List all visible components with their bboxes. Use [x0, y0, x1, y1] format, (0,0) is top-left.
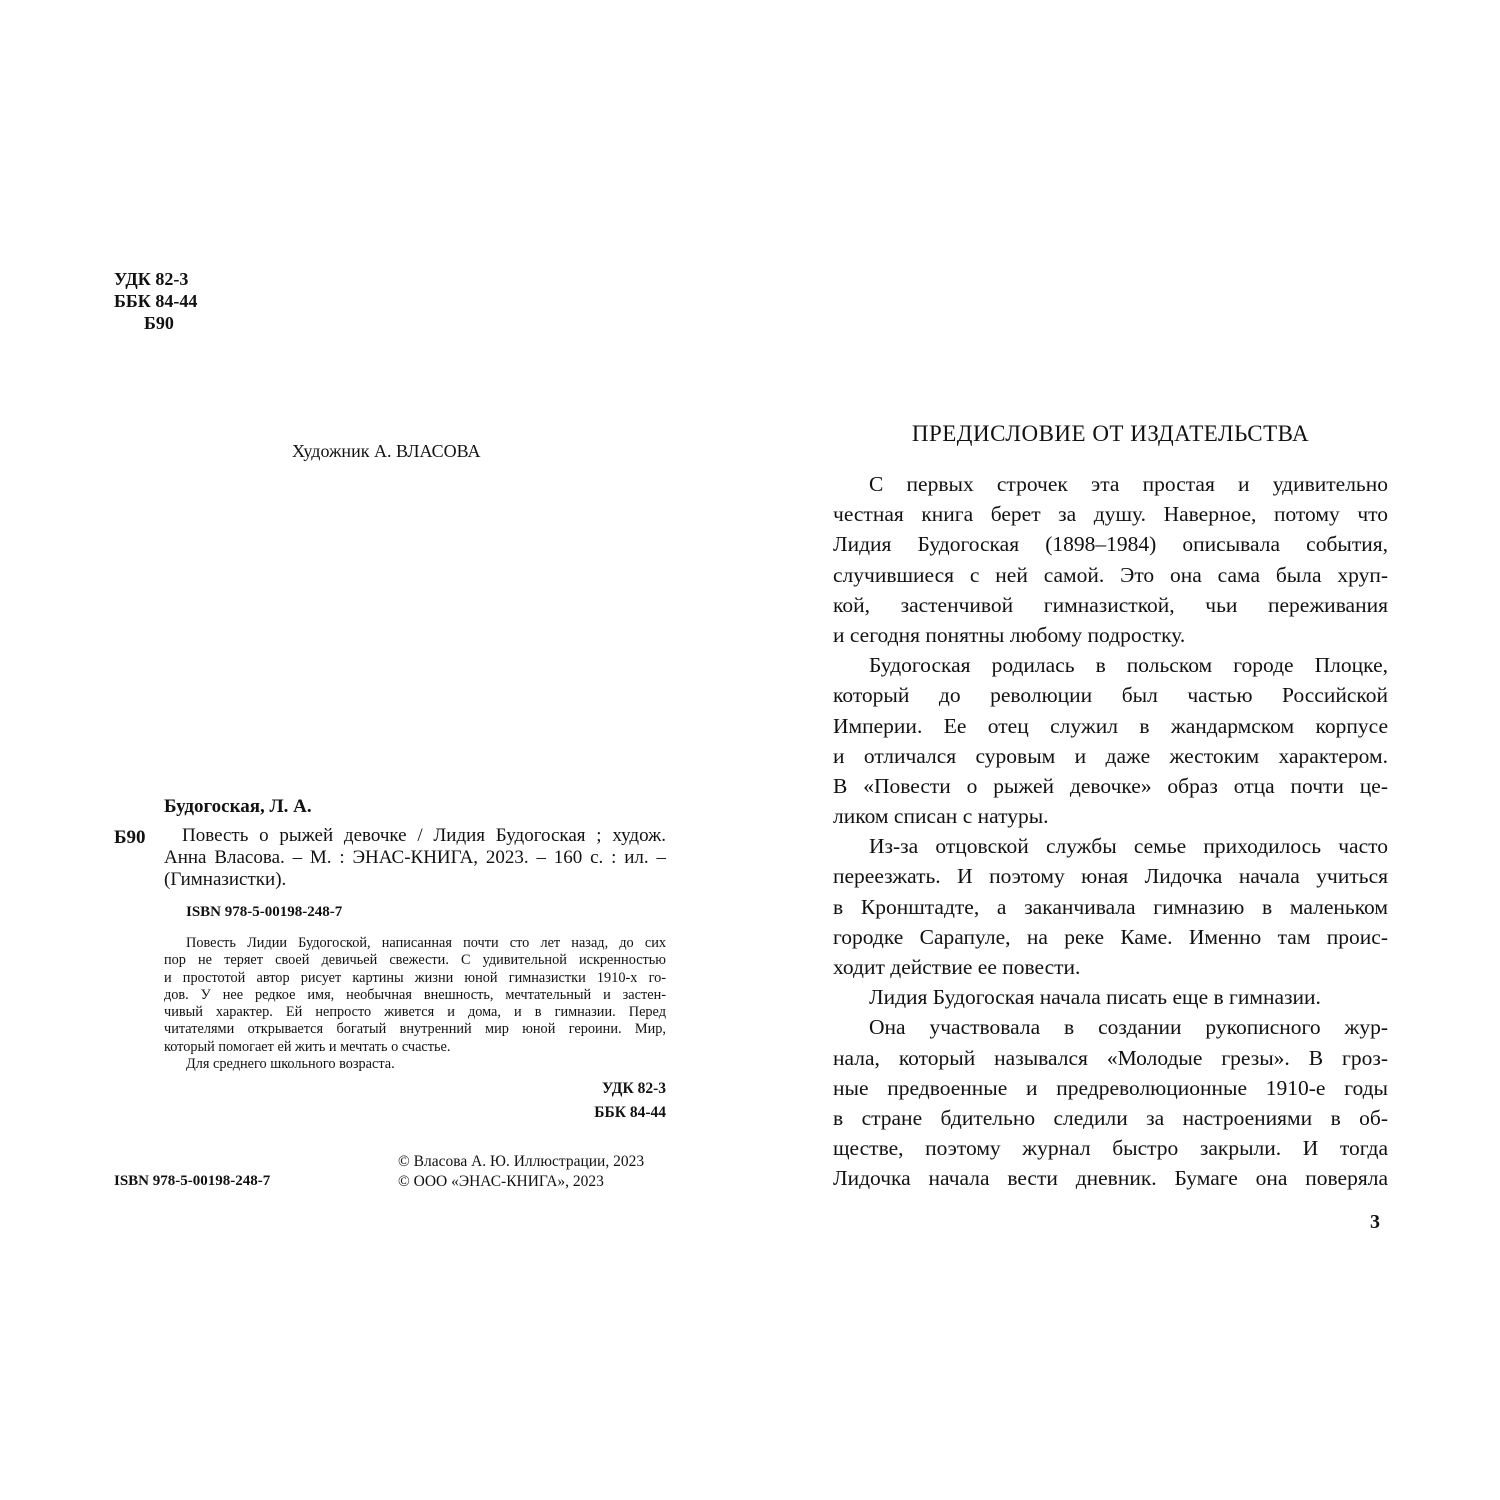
text-line: Лидия Будогоская (1898–1984) описывала события,	[833, 532, 1388, 557]
artist-credit: Художник А. ВЛАСОВА	[292, 441, 481, 461]
text-line: В «Повести о рыжей девочке» образ отца почти це-	[833, 773, 1388, 798]
text-line: ные предвоенные и предреволюционные 1910-е годы	[833, 1075, 1388, 1100]
annotation	[164, 935, 666, 1073]
preface-body	[833, 469, 1388, 1194]
text-line: Она участвовала в создании рукописного жур-	[869, 1015, 1388, 1040]
text-line: переезжать. И поэтому юная Лидочка начала учиться	[833, 864, 1388, 889]
text-line: Из-за отцовской службы семье приходилось часто	[869, 834, 1388, 859]
isbn-bottom: ISBN 978-5-00198-248-7	[114, 1173, 271, 1189]
text-line: и отличался суровым и даже жестоким характером.	[833, 743, 1388, 768]
text-line: и сегодня понятны любому подростку.	[833, 622, 1186, 647]
text-line: Империи. Ее отец служил в жандармском корпусе	[833, 713, 1388, 738]
bbk-code: ББК 84-44	[114, 291, 198, 311]
text-line: ликом списан с натуры.	[833, 804, 1049, 829]
preface-heading: ПРЕДИСЛОВИЕ ОТ ИЗДАТЕЛЬСТВА	[911, 421, 1310, 446]
text-line: Лидия Будогоская начала писать еще в гимназии.	[869, 985, 1321, 1010]
copyright-illustrations: © Власова А. Ю. Иллюстрации, 2023	[398, 1153, 645, 1170]
catalog-author-heading: Будогоская, Л. А.	[164, 796, 312, 817]
text-line: который до революции был частью Российской	[833, 683, 1388, 708]
author-mark: Б90	[144, 313, 174, 333]
catalog-udk: УДК 82-3	[602, 1080, 666, 1097]
annotation-line: Повесть Лидии Будогоской, написанная почти сто лет назад, до сих	[186, 935, 666, 951]
annotation-line: чивый характер. Ей непросто живется и дома, и в гимназии. Перед	[164, 1004, 666, 1021]
annotation-line: который помогает ей жить и мечтать о счастье.	[164, 1038, 451, 1055]
text-line: случившиеся с ней самой. Это она сама была хруп-	[833, 562, 1388, 587]
library-codes	[114, 268, 197, 334]
annotation-line: пор не теряет своей девичьей свежести. С удивительной искренностью	[164, 952, 666, 969]
text-line: в Кронштадте, а заканчивала гимназию в маленьком	[833, 894, 1388, 919]
page-number: 3	[1370, 1211, 1380, 1233]
text-line: Лидочка начала вести дневник. Бумаге она поверяла	[833, 1166, 1388, 1191]
text-line: С первых строчек эта простая и удивительно	[869, 472, 1388, 496]
bib-line: Анна Власова. – М. : ЭНАС-КНИГА, 2023. – 160 с. : ил. –	[164, 847, 666, 868]
udk-code: УДК 82-3	[114, 269, 189, 289]
text-line: ходит действие ее повести.	[833, 955, 1081, 979]
annotation-line: читателями открывается богатый внутренний мир юной героини. Мир,	[164, 1021, 666, 1038]
text-line: Будогоская родилась в польском городе Плоцке,	[869, 653, 1388, 678]
catalog-bbk: ББК 84-44	[594, 1104, 666, 1121]
bib-line: (Гимназистки).	[164, 869, 287, 890]
catalog-isbn: ISBN 978-5-00198-248-7	[186, 904, 343, 920]
text-line: городке Сарапуле, на реке Каме. Именно там проис-	[833, 924, 1388, 949]
text-line: нала, который назывался «Молодые грезы». В гроз-	[833, 1045, 1388, 1070]
text-line: ществе, поэтому журнал быстро закрыли. И тогда	[833, 1136, 1388, 1161]
text-line: честная книга берет за душу. Наверное, потому что	[833, 502, 1388, 527]
bibliographic-description	[164, 825, 666, 891]
catalog-codes	[560, 1077, 666, 1125]
age-note: Для среднего школьного возраста.	[186, 1056, 395, 1073]
bib-line: Повесть о рыжей девочке / Лидия Будогоская ; худож.	[182, 825, 666, 846]
copyright-publisher: © ООО «ЭНАС-КНИГА», 2023	[398, 1173, 604, 1190]
catalog-author-mark: Б90	[114, 827, 146, 848]
annotation-line: и простотой автор рисует картины жизни юной гимназистки 1910-х го-	[164, 969, 666, 986]
text-line: кой, застенчивой гимназисткой, чьи переживания	[833, 592, 1388, 617]
text-line: в стране бдительно следили за настроениями в об-	[833, 1105, 1388, 1130]
annotation-line: дов. У нее редкое имя, необычная внешность, мечтательный и застен-	[164, 986, 666, 1003]
